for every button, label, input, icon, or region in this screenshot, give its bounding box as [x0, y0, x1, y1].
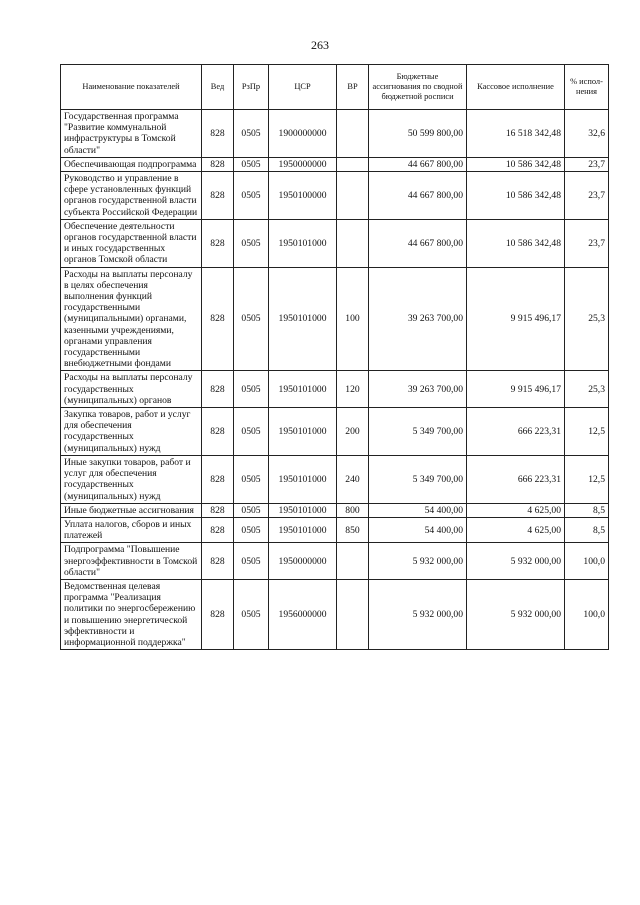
table-row — [61, 517, 609, 542]
row-cash: 10 586 342,48 — [467, 157, 565, 171]
row-pct: 12,5 — [565, 408, 609, 456]
row-name: Ведомственная целевая программа "Реализация политики по энергосбережению и повышению энергетической эффективности и информационной поддержка" — [61, 579, 202, 649]
row-assign: 54 400,00 — [369, 503, 467, 517]
row-rzpr: 0505 — [234, 503, 269, 517]
row-rzpr: 0505 — [234, 267, 269, 371]
row-ved: 828 — [202, 579, 234, 649]
row-pct: 100,0 — [565, 579, 609, 649]
table-row — [61, 543, 609, 580]
row-name: Иные закупки товаров, работ и услуг для обеспечения государственных (муниципальных) нужд — [61, 455, 202, 503]
row-rzpr: 0505 — [234, 408, 269, 456]
row-pct: 25,3 — [565, 267, 609, 371]
header-name: Наименование показателей — [61, 65, 202, 110]
row-vr: 120 — [337, 371, 369, 408]
row-rzpr: 0505 — [234, 172, 269, 220]
row-ved: 828 — [202, 408, 234, 456]
row-csr: 1950100000 — [269, 172, 337, 220]
header-vr: ВР — [337, 65, 369, 110]
row-ved: 828 — [202, 219, 234, 267]
row-pct: 12,5 — [565, 455, 609, 503]
row-pct: 32,6 — [565, 110, 609, 158]
table-row — [61, 267, 609, 371]
row-name: Обеспечивающая подпрограмма — [61, 157, 202, 171]
table-row — [61, 172, 609, 220]
row-vr — [337, 110, 369, 158]
row-vr: 100 — [337, 267, 369, 371]
row-csr: 1950101000 — [269, 455, 337, 503]
row-cash: 9 915 496,17 — [467, 267, 565, 371]
row-rzpr: 0505 — [234, 517, 269, 542]
row-vr — [337, 219, 369, 267]
row-vr: 850 — [337, 517, 369, 542]
table-row — [61, 503, 609, 517]
table-row — [61, 157, 609, 171]
row-cash: 4 625,00 — [467, 517, 565, 542]
row-vr: 240 — [337, 455, 369, 503]
row-rzpr: 0505 — [234, 455, 269, 503]
row-cash: 4 625,00 — [467, 503, 565, 517]
row-name: Уплата налогов, сборов и иных платежей — [61, 517, 202, 542]
row-pct: 23,7 — [565, 219, 609, 267]
row-assign: 39 263 700,00 — [369, 371, 467, 408]
row-csr: 1950101000 — [269, 408, 337, 456]
row-csr: 1950000000 — [269, 543, 337, 580]
row-ved: 828 — [202, 455, 234, 503]
row-rzpr: 0505 — [234, 157, 269, 171]
row-vr — [337, 172, 369, 220]
row-csr: 1950101000 — [269, 503, 337, 517]
row-assign: 5 349 700,00 — [369, 408, 467, 456]
table-row — [61, 219, 609, 267]
row-vr: 200 — [337, 408, 369, 456]
header-pct: % испол-нения — [565, 65, 609, 110]
row-cash: 10 586 342,48 — [467, 219, 565, 267]
table-row — [61, 455, 609, 503]
row-csr: 1950101000 — [269, 219, 337, 267]
row-cash: 666 223,31 — [467, 455, 565, 503]
row-name: Руководство и управление в сфере установленных функций органов государственной власти субъекта Российской Федерации — [61, 172, 202, 220]
row-name: Иные бюджетные ассигнования — [61, 503, 202, 517]
row-ved: 828 — [202, 110, 234, 158]
row-cash: 9 915 496,17 — [467, 371, 565, 408]
row-rzpr: 0505 — [234, 543, 269, 580]
row-assign: 44 667 800,00 — [369, 172, 467, 220]
row-csr: 1956000000 — [269, 579, 337, 649]
row-ved: 828 — [202, 517, 234, 542]
row-rzpr: 0505 — [234, 371, 269, 408]
row-csr: 1900000000 — [269, 110, 337, 158]
row-csr: 1950101000 — [269, 267, 337, 371]
row-assign: 44 667 800,00 — [369, 157, 467, 171]
row-name: Расходы на выплаты персоналу в целях обеспечения выполнения функций государственными (муниципальными) органами, казенными учреждениями, органами управления государственными внебюджетными фондами — [61, 267, 202, 371]
row-cash: 10 586 342,48 — [467, 172, 565, 220]
row-ved: 828 — [202, 172, 234, 220]
row-pct: 8,5 — [565, 517, 609, 542]
row-assign: 54 400,00 — [369, 517, 467, 542]
header-ved: Вед — [202, 65, 234, 110]
row-name: Подпрограмма "Повышение энергоэффективности в Томской области" — [61, 543, 202, 580]
row-ved: 828 — [202, 267, 234, 371]
row-vr — [337, 157, 369, 171]
row-assign: 50 599 800,00 — [369, 110, 467, 158]
row-ved: 828 — [202, 543, 234, 580]
row-name: Государственная программа "Развитие коммунальной инфраструктуры в Томской области" — [61, 110, 202, 158]
row-cash: 5 932 000,00 — [467, 579, 565, 649]
row-assign: 5 932 000,00 — [369, 579, 467, 649]
row-cash: 5 932 000,00 — [467, 543, 565, 580]
row-assign: 5 349 700,00 — [369, 455, 467, 503]
row-rzpr: 0505 — [234, 110, 269, 158]
row-pct: 23,7 — [565, 157, 609, 171]
row-csr: 1950101000 — [269, 371, 337, 408]
header-assign: Бюджетные ассигнования по сводной бюджетной росписи — [369, 65, 467, 110]
budget-table — [60, 64, 609, 650]
row-assign: 39 263 700,00 — [369, 267, 467, 371]
row-vr: 800 — [337, 503, 369, 517]
row-rzpr: 0505 — [234, 579, 269, 649]
row-cash: 16 518 342,48 — [467, 110, 565, 158]
table-row — [61, 110, 609, 158]
row-rzpr: 0505 — [234, 219, 269, 267]
row-assign: 44 667 800,00 — [369, 219, 467, 267]
row-name: Обеспечение деятельности органов государственной власти и иных государственных органов Томской области — [61, 219, 202, 267]
row-name: Расходы на выплаты персоналу государственных (муниципальных) органов — [61, 371, 202, 408]
row-csr: 1950000000 — [269, 157, 337, 171]
table-row — [61, 408, 609, 456]
row-assign: 5 932 000,00 — [369, 543, 467, 580]
header-csr: ЦСР — [269, 65, 337, 110]
table-header-row — [61, 65, 609, 110]
row-csr: 1950101000 — [269, 517, 337, 542]
row-pct: 23,7 — [565, 172, 609, 220]
table-row — [61, 371, 609, 408]
row-pct: 25,3 — [565, 371, 609, 408]
header-rzpr: РзПр — [234, 65, 269, 110]
header-cash: Кассовое исполнение — [467, 65, 565, 110]
row-ved: 828 — [202, 157, 234, 171]
row-pct: 100,0 — [565, 543, 609, 580]
row-ved: 828 — [202, 371, 234, 408]
row-cash: 666 223,31 — [467, 408, 565, 456]
table-row — [61, 579, 609, 649]
row-vr — [337, 543, 369, 580]
row-vr — [337, 579, 369, 649]
page-number: 263 — [311, 38, 329, 52]
row-ved: 828 — [202, 503, 234, 517]
row-pct: 8,5 — [565, 503, 609, 517]
row-name: Закупка товаров, работ и услуг для обеспечения государственных (муниципальных) нужд — [61, 408, 202, 456]
